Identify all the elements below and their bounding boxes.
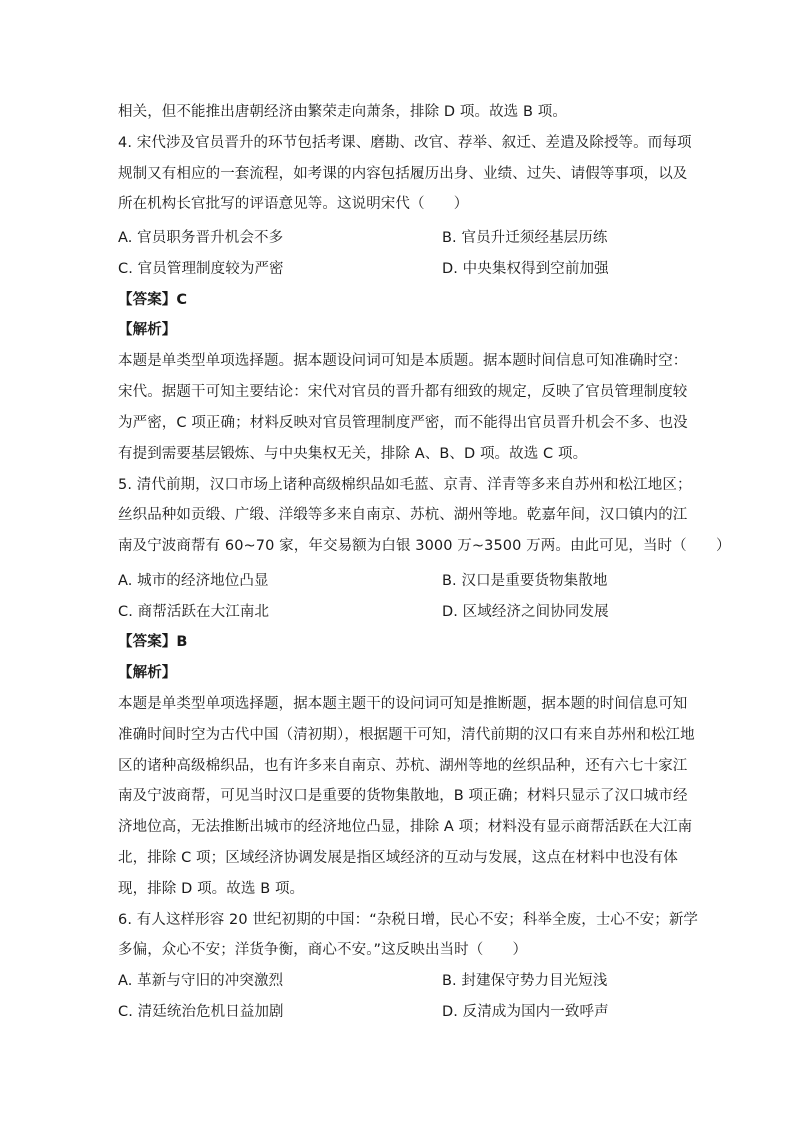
question-5-option-d: D. 区域经济之间协同发展 <box>442 604 609 620</box>
question-4-option-d: D. 中央集权得到空前加强 <box>442 261 609 277</box>
analysis-text: 本题是单类型单项选择题，据本题主题干的设问词可知是推断题，据本题的时间信息可知 <box>118 696 688 712</box>
analysis-text: 本题是单类型单项选择题。据本题设问词可知是本质题。据本题时间信息可知准确时空： <box>118 353 688 369</box>
question-4-option-b: B. 官员升迁须经基层历练 <box>442 230 608 246</box>
analysis-text: 准确时间时空为古代中国（清初期），根据题干可知，清代前期的汉口有来自苏州和松江地 <box>118 727 695 743</box>
analysis-text: 南及宁波商帮，可见当时汉口是重要的货物集散地，B 项正确；材料只显示了汉口城市经 <box>118 788 688 804</box>
analysis-text: 区的诸种高级棉织品，也有许多来自南京、苏杭、湖州等地的丝织品种，还有六七十家江 <box>118 758 688 774</box>
analysis-text: 有提到需要基层锻炼、与中央集权无关，排除 A、B、D 项。故选 C 项。 <box>118 446 588 462</box>
question-4-stem: 所在机构长官批写的评语意见等。这说明宋代（ ） <box>118 196 469 212</box>
question-4-option-c: C. 官员管理制度较为严密 <box>118 261 284 277</box>
question-6-option-b: B. 封建保守势力目光短浅 <box>442 973 608 989</box>
question-5-stem: 丝织品种如贡缎、广缎、洋缎等多来自南京、苏杭、湖州等地。乾嘉年间，汉口镇内的江 <box>118 507 688 523</box>
analysis-text: 宋代。据题干可知主要结论：宋代对官员的晋升都有细致的规定，反映了官员管理制度较 <box>118 384 688 400</box>
question-5-stem: 南及宁波商帮有 60~70 家，年交易额为白银 3000 万~3500 万两。由此可见，当时（ ） <box>118 538 731 554</box>
answer-label: 【答案】B <box>118 634 188 650</box>
question-4-stem: 4. 宋代涉及官员晋升的环节包括考课、磨勘、改官、荐举、叙迁、差遣及除授等。而每项 <box>118 135 692 151</box>
question-6-stem: 多偏，众心不安；洋货争衡，商心不安。”这反映出当时（ ） <box>118 942 528 958</box>
question-4-stem: 规制又有相应的一套流程，如考课的内容包括履历出身、业绩、过失、请假等事项，以及 <box>118 166 688 182</box>
text-line: 相关，但不能推出唐朝经济由繁荣走向萧条，排除 D 项。故选 B 项。 <box>118 104 567 120</box>
analysis-label: 【解析】 <box>118 322 177 338</box>
question-4-option-a: A. 官员职务晋升机会不多 <box>118 230 284 246</box>
question-6-option-c: C. 清廷统治危机日益加剧 <box>118 1004 284 1020</box>
analysis-text: 北，排除 C 项；区域经济协调发展是指区域经济的互动与发展，这点在材料中也没有体 <box>118 850 678 866</box>
analysis-text: 6. 有人这样形容 20 世纪初期的中国：“杂税日增，民心不安；科举全废，士心不安；新学 <box>118 912 699 928</box>
answer-label: 【答案】C <box>118 292 188 308</box>
question-5-stem: 5. 清代前期，汉口市场上诸种高级棉织品如毛蓝、京青、洋青等多来自苏州和松江地区； <box>118 477 692 493</box>
analysis-text: 为严密，C 项正确；材料反映对官员管理制度严密，而不能得出官员晋升机会不多、也没 <box>118 415 688 431</box>
question-5-option-b: B. 汉口是重要货物集散地 <box>442 573 608 589</box>
question-6-option-d: D. 反清成为国内一致呼声 <box>442 1004 609 1020</box>
question-6-option-a: A. 革新与守旧的冲突激烈 <box>118 973 284 989</box>
analysis-text: 现，排除 D 项。故选 B 项。 <box>118 881 305 897</box>
analysis-text: 济地位高，无法推断出城市的经济地位凸显，排除 A 项；材料没有显示商帮活跃在大江南 <box>118 819 693 835</box>
question-5-option-c: C. 商帮活跃在大江南北 <box>118 604 270 620</box>
analysis-label: 【解析】 <box>118 665 177 681</box>
question-5-option-a: A. 城市的经济地位凸显 <box>118 573 269 589</box>
